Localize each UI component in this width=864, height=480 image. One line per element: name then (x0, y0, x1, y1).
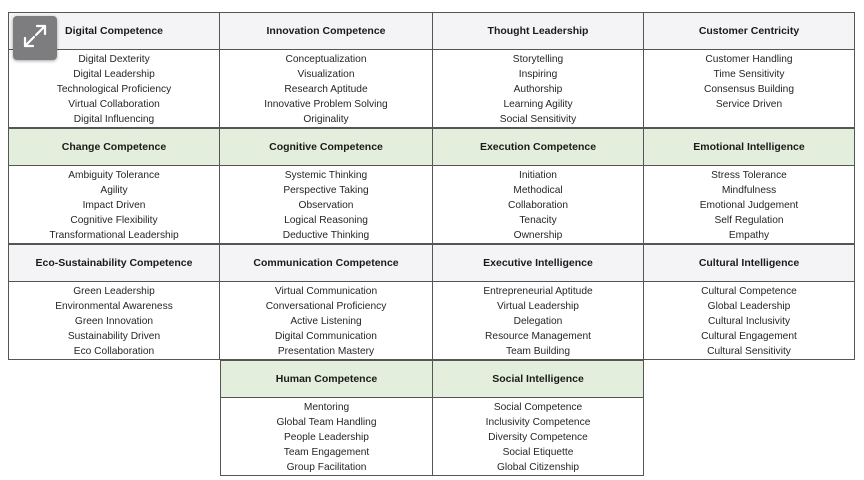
expand-icon (22, 23, 48, 54)
competency-title: Innovation Competence (220, 12, 432, 50)
competency-item: Impact Driven (82, 200, 146, 211)
competency-title: Change Competence (9, 128, 219, 166)
competency-item: Service Driven (715, 99, 783, 110)
competency-title: Communication Competence (220, 244, 432, 282)
competency-item: Green Leadership (73, 286, 155, 297)
competency-item: Transformational Leadership (49, 230, 179, 241)
competency-item: Customer Handling (705, 54, 793, 65)
competency-item: Conceptualization (285, 54, 367, 65)
competency-item: Observation (298, 200, 354, 211)
competency-item: Ownership (513, 230, 563, 241)
competency-title: Customer Centricity (644, 12, 854, 50)
expand-button[interactable] (13, 16, 57, 60)
competency-grid (8, 12, 855, 476)
competency-block (219, 244, 433, 360)
competency-item: Social Etiquette (502, 447, 574, 458)
competency-item: Entrepreneurial Aptitude (483, 286, 593, 297)
competency-item: Digital Leadership (73, 69, 155, 80)
competency-item: Learning Agility (503, 99, 573, 110)
competency-item: Consensus Building (703, 84, 795, 95)
competency-items (433, 50, 643, 128)
competency-item: Originality (303, 114, 349, 125)
competency-item: Social Sensitivity (499, 114, 577, 125)
competency-items (644, 282, 854, 360)
competency-item: Inspiring (518, 69, 558, 80)
competency-item: Global Team Handling (276, 417, 377, 428)
competency-item: Cultural Inclusivity (707, 316, 791, 327)
competency-item: Digital Dexterity (78, 54, 150, 65)
competency-item: Sustainability Driven (67, 331, 161, 342)
competency-item: Diversity Competence (488, 432, 588, 443)
competency-item: Tenacity (519, 215, 557, 226)
competency-item: People Leadership (284, 432, 369, 443)
competency-item: Team Building (506, 346, 570, 357)
competency-item: Global Leadership (707, 301, 791, 312)
competency-item: Group Facilitation (286, 462, 367, 473)
competency-block (432, 244, 644, 360)
competency-item: Delegation (513, 316, 563, 327)
competency-title: Thought Leadership (433, 12, 643, 50)
competency-item: Time Sensitivity (713, 69, 785, 80)
competency-item: Social Competence (493, 402, 583, 413)
competency-block (643, 244, 855, 360)
competency-items (644, 166, 854, 244)
competency-item: Eco Collaboration (73, 346, 155, 357)
competency-title: Cultural Intelligence (644, 244, 854, 282)
competency-item: Green Innovation (74, 316, 154, 327)
empty-cell (7, 360, 220, 476)
competency-title: Emotional Intelligence (644, 128, 854, 166)
competency-item: Virtual Leadership (497, 301, 579, 312)
competency-item: Global Citizenship (496, 462, 580, 473)
competency-items (433, 398, 643, 476)
competency-item: Environmental Awareness (55, 301, 173, 312)
competency-block (432, 360, 644, 476)
competency-item: Digital Communication (275, 331, 377, 342)
competency-item: Mentoring (303, 402, 350, 413)
competency-item: Deductive Thinking (282, 230, 370, 241)
competency-title: Cognitive Competence (220, 128, 432, 166)
competency-item: Virtual Collaboration (68, 99, 160, 110)
competency-title: Executive Intelligence (433, 244, 643, 282)
competency-item: Authorship (513, 84, 563, 95)
competency-item: Cultural Engagement (701, 331, 797, 342)
competency-title: Social Intelligence (433, 360, 643, 398)
competency-item: Emotional Judgement (699, 200, 799, 211)
competency-items (9, 166, 219, 244)
competency-item: Methodical (513, 185, 563, 196)
competency-item: Logical Reasoning (284, 215, 368, 226)
competency-item: Collaboration (507, 200, 569, 211)
competency-item: Technological Proficiency (56, 84, 172, 95)
competency-items (9, 50, 219, 128)
competency-items (220, 282, 432, 360)
competency-items (644, 50, 854, 128)
competency-item: Perspective Taking (283, 185, 369, 196)
competency-item: Research Aptitude (284, 84, 368, 95)
competency-item: Conversational Proficiency (265, 301, 387, 312)
competency-block (220, 360, 433, 476)
competency-item: Resource Management (485, 331, 591, 342)
competency-item: Digital Influencing (73, 114, 155, 125)
competency-block (8, 244, 220, 360)
competency-block (219, 12, 433, 128)
competency-item: Cultural Competence (701, 286, 797, 297)
competency-item: Systemic Thinking (284, 170, 368, 181)
competency-item: Presentation Mastery (277, 346, 375, 357)
competency-items (433, 282, 643, 360)
competency-block (643, 12, 855, 128)
competency-item: Cultural Sensitivity (707, 346, 791, 357)
competency-title: Execution Competence (433, 128, 643, 166)
competency-item: Virtual Communication (274, 286, 378, 297)
competency-item: Ambiguity Tolerance (68, 170, 160, 181)
competency-item: Inclusivity Competence (485, 417, 591, 428)
competency-block (432, 128, 644, 244)
competency-items (220, 50, 432, 128)
competency-item: Active Listening (290, 316, 362, 327)
competency-title: Eco-Sustainability Competence (9, 244, 219, 282)
empty-cell (643, 360, 855, 476)
competency-title: Human Competence (221, 360, 432, 398)
competency-item: Self Regulation (714, 215, 784, 226)
competency-item: Stress Tolerance (711, 170, 787, 181)
competency-block (219, 128, 433, 244)
competency-item: Storytelling (512, 54, 564, 65)
competency-block (643, 128, 855, 244)
competency-item: Mindfulness (721, 185, 777, 196)
competency-item: Innovative Problem Solving (264, 99, 388, 110)
competency-item: Empathy (728, 230, 770, 241)
competency-item: Visualization (297, 69, 355, 80)
competency-block (432, 12, 644, 128)
competency-item: Initiation (519, 170, 557, 181)
competency-items (221, 398, 432, 476)
competency-block (8, 128, 220, 244)
competency-item: Team Engagement (283, 447, 370, 458)
competency-items (220, 166, 432, 244)
competency-item: Agility (100, 185, 128, 196)
competency-items (433, 166, 643, 244)
competency-item: Cognitive Flexibility (70, 215, 158, 226)
competency-items (9, 282, 219, 360)
competency-title: Digital Competence (9, 12, 219, 50)
